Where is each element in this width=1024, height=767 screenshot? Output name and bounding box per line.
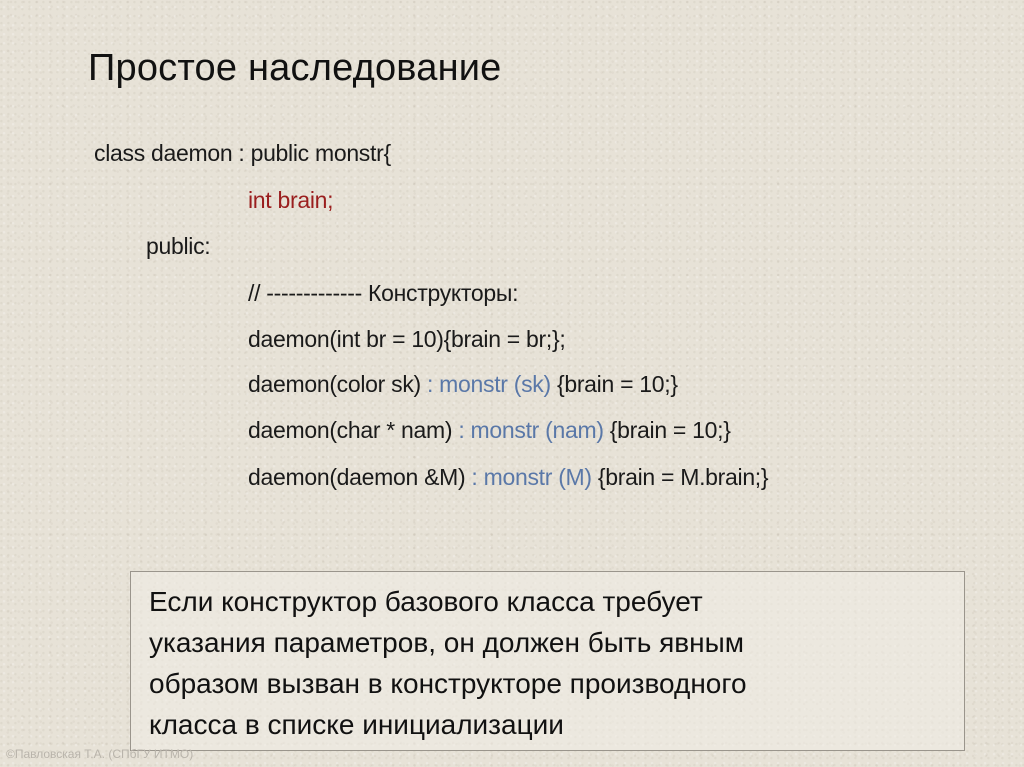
- code-line-comment: // ------------- Конструкторы:: [248, 280, 519, 306]
- code-line-constructor-default: daemon(int br = 10){brain = br;};: [248, 326, 566, 352]
- constructor-body: {brain = 10;}: [556, 371, 678, 397]
- constructor-body: {brain = 10;}: [609, 417, 731, 443]
- constructor-signature: daemon(daemon &M): [248, 464, 466, 490]
- slide-title: Простое наследование: [88, 47, 502, 89]
- constructor-signature: daemon(char * nam): [248, 417, 453, 443]
- constructor-signature: daemon(color sk): [248, 371, 421, 397]
- code-line-access-specifier: public:: [146, 233, 211, 259]
- code-line-constructor-color: [248, 369, 678, 399]
- note-box: [130, 571, 965, 751]
- note-text: Если конструктор базового класса требует указания параметров, он должен быть явным образом вызван в конструкторе производного класса в списке инициализации: [149, 586, 747, 740]
- code-line-field: int brain;: [248, 187, 334, 213]
- base-initializer: : monstr (M): [465, 464, 598, 490]
- base-initializer: : monstr (nam): [452, 417, 610, 443]
- code-line-constructor-char: [248, 415, 731, 445]
- code-line-class-declaration: class daemon : public monstr{: [94, 140, 391, 166]
- constructor-body: {brain = M.brain;}: [597, 464, 769, 490]
- base-initializer: : monstr (sk): [420, 371, 557, 397]
- footer-copyright: ©Павловская Т.А. (СПбГУ ИТМО): [6, 747, 194, 761]
- code-line-constructor-copy: [248, 462, 768, 492]
